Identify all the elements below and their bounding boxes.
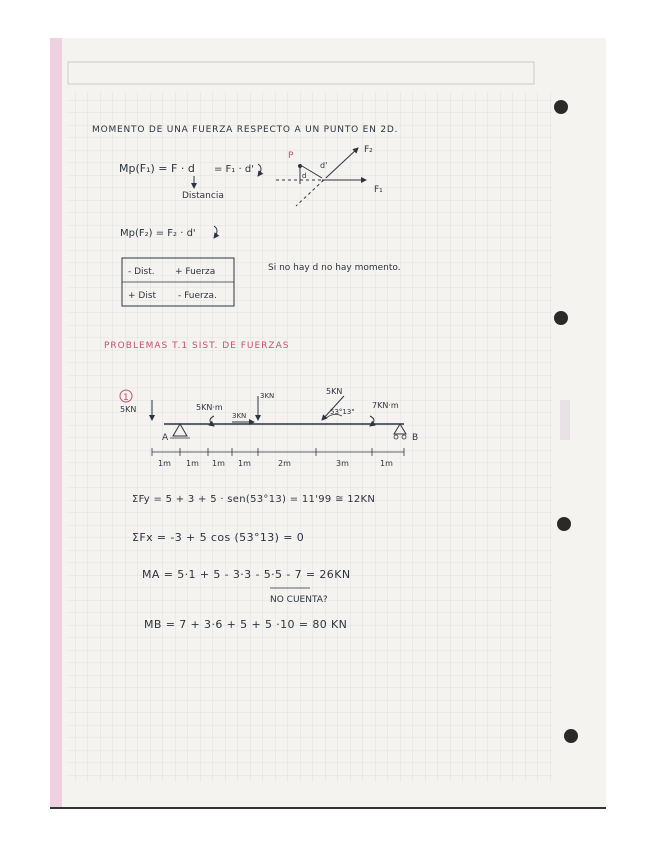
dim-label: 1m xyxy=(186,459,199,468)
punch-hole xyxy=(564,729,578,743)
formula-moment-f1-alt: = F₁ · d' xyxy=(214,164,254,175)
grid-area xyxy=(66,92,552,782)
page-heading: MOMENTO DE UNA FUERZA RESPECTO A UN PUNTO EN 2D. xyxy=(92,125,399,135)
load-5kn-left: 5KN xyxy=(120,405,137,414)
dim-label: 3m xyxy=(336,459,349,468)
equation-ma-note: NO CUENTA? xyxy=(270,595,328,605)
dim-label: 1m xyxy=(380,459,393,468)
punch-hole xyxy=(557,517,571,531)
label-dprime: d' xyxy=(320,161,328,170)
equation-ma: MA = 5·1 + 5 - 3·3 - 5·5 - 7 = 26KN xyxy=(142,568,351,581)
load-5knm: 5KN·m xyxy=(196,403,223,412)
dim-label: 1m xyxy=(158,459,171,468)
formula-moment-f2: Mp(F₂) = F₂ · d' xyxy=(120,228,196,239)
formula-moment-f1: Mp(F₁) = F · d xyxy=(119,162,195,175)
load-5kn-inclined: 5KN xyxy=(326,387,343,396)
load-3kn-vertical: 3KN xyxy=(260,392,275,400)
margin-tab xyxy=(560,400,570,440)
punch-hole xyxy=(554,100,568,114)
equation-sum-fx: ΣFx = -3 + 5 cos (53°13) = 0 xyxy=(132,531,305,544)
rule-row1-right: + Fuerza xyxy=(175,267,216,277)
label-p: P xyxy=(288,151,294,161)
load-angle: 53°13" xyxy=(330,408,355,416)
problem-number: 1 xyxy=(123,393,129,403)
rule-row1-left: - Dist. xyxy=(128,267,155,277)
rule-note: Si no hay d no hay momento. xyxy=(268,263,401,273)
load-7knm: 7KN·m xyxy=(372,401,399,410)
support-a-label: A xyxy=(162,433,169,443)
rule-row2-right: - Fuerza. xyxy=(178,291,217,301)
dim-label: 1m xyxy=(212,459,225,468)
equation-sum-fy: ΣFy = 5 + 3 + 5 · sen(53°13) = 11'99 ≅ 12KN xyxy=(132,494,376,505)
section-title: PROBLEMAS T.1 SIST. DE FUERZAS xyxy=(104,341,290,351)
dim-label: 2m xyxy=(278,459,291,468)
dim-label: 1m xyxy=(238,459,251,468)
support-b-label: B xyxy=(412,433,419,443)
label-d: d xyxy=(302,172,307,180)
distancia-label: Distancia xyxy=(182,191,224,201)
equation-mb: MB = 7 + 3·6 + 5 + 5 ·10 = 80 KN xyxy=(144,618,348,631)
load-3kn-horizontal: 3KN xyxy=(232,412,247,420)
punch-hole xyxy=(554,311,568,325)
label-f2: F₂ xyxy=(364,145,373,155)
label-f1: F₁ xyxy=(374,185,383,195)
rule-row2-left: + Dist xyxy=(128,291,157,301)
